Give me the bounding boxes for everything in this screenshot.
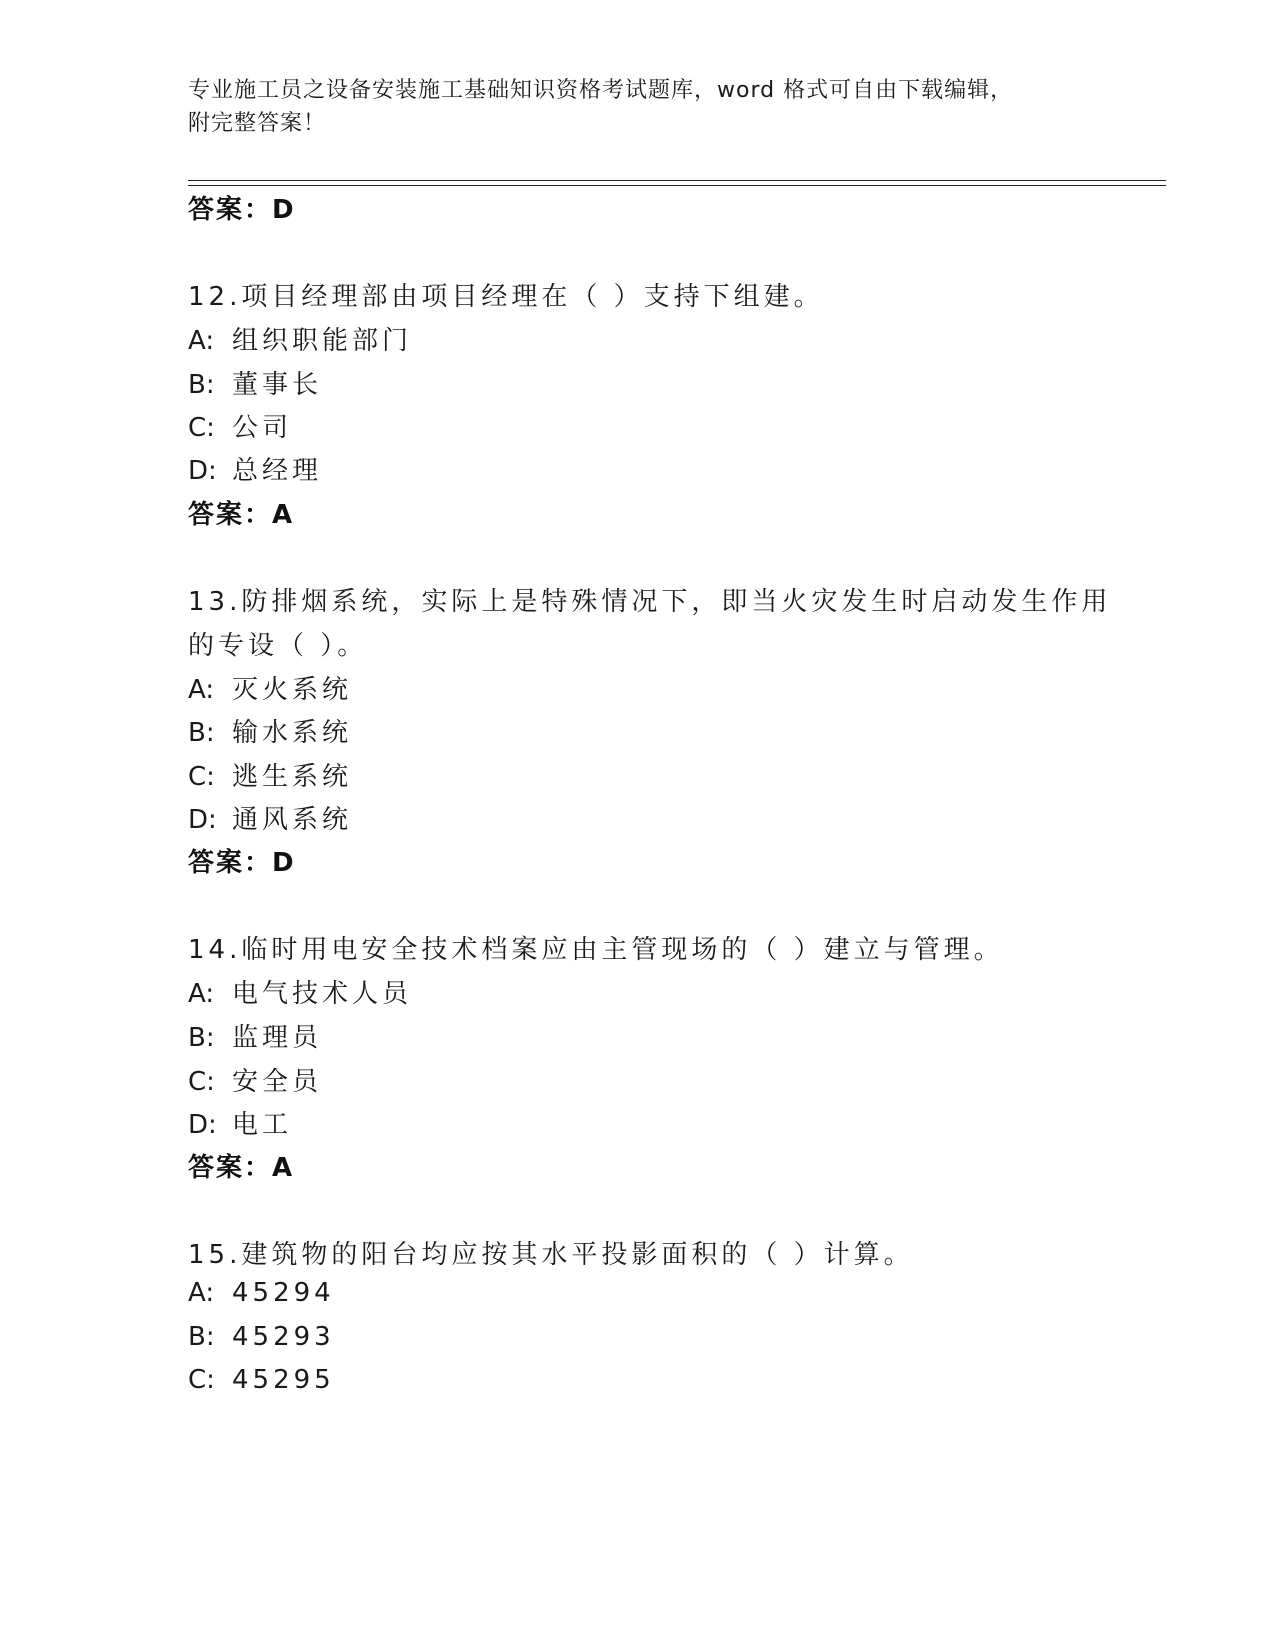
option-letter: D: xyxy=(188,1110,217,1140)
question-14-option-b xyxy=(188,1017,322,1054)
question-14-option-c xyxy=(188,1061,322,1098)
question-12-option-b xyxy=(188,364,322,401)
option-letter: B: xyxy=(188,370,215,400)
option-text: 通风系统 xyxy=(232,805,353,835)
question-13-stem-line-2: 的专设（ ）。 xyxy=(188,631,368,661)
document-header xyxy=(188,74,1088,140)
option-letter: C: xyxy=(188,1067,215,1097)
option-letter: A: xyxy=(188,675,215,705)
header-line-2: 附完整答案！ xyxy=(188,111,327,136)
question-13-option-d xyxy=(188,799,352,836)
option-text: 监理员 xyxy=(232,1023,323,1053)
option-text: 45295 xyxy=(232,1365,335,1395)
option-letter: B: xyxy=(188,718,215,748)
option-text: 安全员 xyxy=(232,1067,323,1097)
option-letter: D: xyxy=(188,805,217,835)
question-15-option-a xyxy=(188,1278,335,1308)
option-letter: D: xyxy=(188,456,217,486)
answer-13: 答案：D xyxy=(188,848,296,878)
option-text: 45293 xyxy=(232,1322,335,1352)
option-text: 总经理 xyxy=(232,456,323,486)
option-letter: C: xyxy=(188,413,215,443)
answer-12: 答案：A xyxy=(188,500,295,530)
option-text: 逃生系统 xyxy=(232,762,353,792)
question-15-option-b xyxy=(188,1322,335,1352)
question-13-stem-line-1: 13.防排烟系统，实际上是特殊情况下，即当火灾发生时启动发生作用 xyxy=(188,587,1112,617)
question-15-option-c xyxy=(188,1365,335,1395)
answer-14: 答案：A xyxy=(188,1153,295,1183)
question-12-option-d xyxy=(188,450,322,487)
question-13-option-c xyxy=(188,756,352,793)
option-letter: B: xyxy=(188,1023,215,1053)
option-letter: C: xyxy=(188,1365,215,1395)
question-14-option-a xyxy=(188,973,412,1010)
option-text: 电工 xyxy=(232,1110,293,1140)
question-12-stem: 12.项目经理部由项目经理在（ ）支持下组建。 xyxy=(188,282,824,312)
header-divider-top xyxy=(188,180,1166,181)
header-line-1: 专业施工员之设备安装施工基础知识资格考试题库，word 格式可自由下载编辑， xyxy=(188,78,1014,103)
answer-previous: 答案：D xyxy=(188,195,296,225)
option-letter: A: xyxy=(188,1278,215,1308)
question-13-option-b xyxy=(188,712,352,749)
question-13-option-a xyxy=(188,669,352,706)
option-letter: A: xyxy=(188,326,215,356)
option-text: 董事长 xyxy=(232,370,323,400)
option-letter: B: xyxy=(188,1322,215,1352)
question-12-option-c xyxy=(188,407,292,444)
header-divider-bottom xyxy=(188,185,1166,186)
option-letter: C: xyxy=(188,762,215,792)
option-text: 组织职能部门 xyxy=(232,326,413,356)
question-12-option-a xyxy=(188,320,412,357)
option-text: 45294 xyxy=(232,1278,335,1308)
option-text: 灭火系统 xyxy=(232,675,353,705)
question-15-stem: 15.建筑物的阳台均应按其水平投影面积的（ ）计算。 xyxy=(188,1240,914,1270)
question-14-option-d xyxy=(188,1104,292,1141)
option-letter: A: xyxy=(188,979,215,1009)
option-text: 电气技术人员 xyxy=(232,979,413,1009)
option-text: 输水系统 xyxy=(232,718,353,748)
question-14-stem: 14.临时用电安全技术档案应由主管现场的（ ）建立与管理。 xyxy=(188,935,1004,965)
option-text: 公司 xyxy=(232,413,293,443)
